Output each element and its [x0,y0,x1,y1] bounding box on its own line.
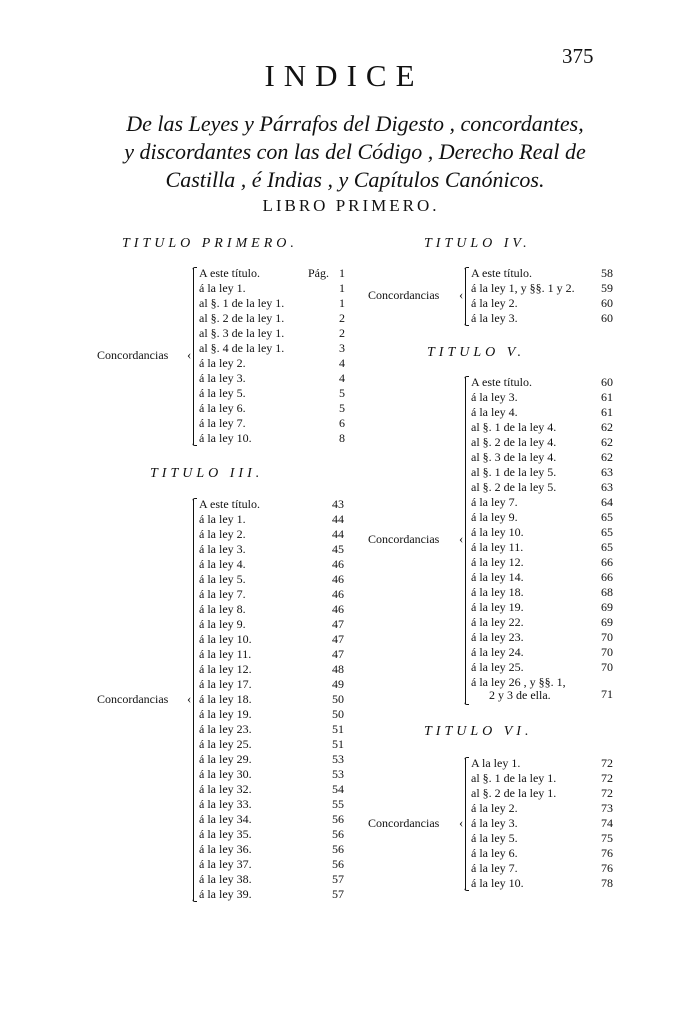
page-subtitle [60,110,650,194]
entry-text: á la ley 10. [471,876,524,890]
index-entry [199,602,344,617]
entry-page-number: 62 [601,450,613,464]
entry-page-number: 65 [601,510,613,524]
entry-text: á la ley 2. [199,527,246,541]
index-entry [471,801,613,816]
index-entry [471,645,613,660]
concordancias-label: Concordancias [368,288,440,302]
entry-text: á la ley 17. [199,677,252,691]
index-entry [199,542,344,557]
entry-text: A este título. [199,266,260,280]
entry-list [471,756,613,891]
entry-text: á la ley 18. [471,585,524,599]
brace-icon [465,268,466,325]
index-entry [199,812,344,827]
entry-text: A este título. [199,497,260,511]
entry-page-number: 66 [601,555,613,569]
index-entry [471,570,613,585]
entry-text: á la ley 10. [471,525,524,539]
entry-page-number: 51 [332,737,344,751]
index-entry [199,842,344,857]
entry-text: á la ley 36. [199,842,252,856]
entry-page-number: 1 [339,266,345,280]
index-entry [199,632,344,647]
entry-text: á la ley 10. [199,431,252,445]
entry-page-number: 3 [339,341,345,355]
index-entry [471,630,613,645]
index-entry [471,510,613,525]
entry-text: á la ley 3. [471,816,518,830]
entry-text: á la ley 4. [199,557,246,571]
entry-text: á la ley 37. [199,857,252,871]
brace-tip-icon: ‹ [187,347,192,362]
section-heading-titulo-iii: TITULO III. [150,466,264,481]
entry-text: á la ley 7. [471,495,518,509]
entry-text: al §. 3 de la ley 1. [199,326,285,340]
entry-text: á la ley 3. [199,371,246,385]
entry-page-number: 55 [332,797,344,811]
entry-page-number: 51 [332,722,344,736]
entry-text: al §. 2 de la ley 5. [471,480,557,494]
entry-page-number: 50 [332,692,344,706]
index-entry [199,752,344,767]
entry-page-number: 63 [601,465,613,479]
entry-page-number: 54 [332,782,344,796]
entry-page-number: 61 [601,390,613,404]
entry-page-number: 53 [332,767,344,781]
entry-page-number: 65 [601,540,613,554]
index-entry [199,311,345,326]
index-entry [199,887,344,902]
entry-page-number: 2 [339,326,345,340]
entry-text: al §. 1 de la ley 1. [471,771,557,785]
entry-page-number: 56 [332,827,344,841]
entry-page-number: 70 [601,660,613,674]
entry-page-number: 70 [601,645,613,659]
entry-page-number: 60 [601,311,613,325]
index-entry [199,386,345,401]
entry-text: á la ley 1, y §§. 1 y 2. [471,281,575,295]
entry-text: A la ley 1. [471,756,521,770]
entry-page-number: 64 [601,495,613,509]
index-entry [471,615,613,630]
entry-page-number: 60 [601,375,613,389]
entry-page-number: 71 [601,687,613,701]
entry-text: á la ley 24. [471,645,524,659]
entry-text: á la ley 25. [199,737,252,751]
entry-page-number: 69 [601,600,613,614]
entry-page-number: 47 [332,632,344,646]
entry-text-continued: 2 y 3 de ella. [489,688,551,702]
entry-text: á la ley 3. [471,390,518,404]
entry-text: á la ley 8. [199,602,246,616]
index-entry [471,480,613,495]
entry-page-number: 46 [332,587,344,601]
entry-text: al §. 2 de la ley 1. [199,311,285,325]
index-entry [199,872,344,887]
entry-page-number: 1 [339,281,345,295]
index-entry [471,675,613,705]
index-entry [471,435,613,450]
index-entry [471,756,613,771]
concordancias-label: Concordancias [368,532,440,546]
entry-page-number: 49 [332,677,344,691]
entry-page-number: 70 [601,630,613,644]
subtitle-line: De las Leyes y Párrafos del Digesto , concordantes, [126,111,584,136]
entry-text: al §. 1 de la ley 4. [471,420,557,434]
entry-page-number: 57 [332,872,344,886]
index-entry [199,767,344,782]
index-entry [199,827,344,842]
entry-text: A este título. [471,266,532,280]
entry-page-number: 56 [332,842,344,856]
index-entry [471,266,613,281]
index-entry [471,861,613,876]
index-entry [471,420,613,435]
index-entry [471,525,613,540]
entry-page-number: 72 [601,771,613,785]
entry-text: á la ley 7. [471,861,518,875]
entry-list [471,266,613,326]
entry-page-number: 76 [601,846,613,860]
entry-page-number: 47 [332,617,344,631]
brace-icon [465,377,466,704]
entry-text: al §. 2 de la ley 4. [471,435,557,449]
index-entry [199,527,344,542]
concordancias-label: Concordancias [97,348,169,362]
index-entry [199,692,344,707]
index-entry [199,572,344,587]
entry-page-number: 56 [332,812,344,826]
entry-text: á la ley 26 , y §§. 1, [471,675,566,689]
entry-page-number: 8 [339,431,345,445]
entry-text: á la ley 6. [199,401,246,415]
index-entry [199,722,344,737]
entry-page-number: 1 [339,296,345,310]
entry-text: á la ley 39. [199,887,252,901]
index-entry [199,857,344,872]
index-entry [199,356,345,371]
brace-tip-icon: ‹ [459,531,464,546]
entry-page-number: 73 [601,801,613,815]
index-entry [471,786,613,801]
entry-page-number: 75 [601,831,613,845]
brace-icon [193,499,194,901]
entry-page-number: 78 [601,876,613,890]
entry-text: á la ley 11. [471,540,524,554]
index-entry [471,281,613,296]
entry-text: á la ley 6. [471,846,518,860]
entry-text: á la ley 22. [471,615,524,629]
entry-page-number: 48 [332,662,344,676]
index-entry [471,465,613,480]
entry-page-number: 43 [332,497,344,511]
index-entry [471,876,613,891]
entry-text: á la ley 3. [471,311,518,325]
entry-page-number: 60 [601,296,613,310]
entry-text: á la ley 1. [199,281,246,295]
entry-page-number: 50 [332,707,344,721]
entry-text: á la ley 5. [471,831,518,845]
entry-page-number: 5 [339,401,345,415]
index-entry [471,660,613,675]
entry-page-number: 44 [332,527,344,541]
entry-list [199,266,345,446]
entry-page-number: 2 [339,311,345,325]
index-entry [199,371,345,386]
concordancias-label: Concordancias [97,691,169,706]
index-entry [471,375,613,390]
entry-page-number: 66 [601,570,613,584]
index-entry [471,296,613,311]
entry-text: á la ley 12. [199,662,252,676]
entry-list [471,375,613,705]
index-entry [471,450,613,465]
entry-page-number: 5 [339,386,345,400]
brace-icon [193,268,194,445]
entry-text: al §. 1 de la ley 1. [199,296,285,310]
index-entry [471,600,613,615]
entry-text: á la ley 7. [199,587,246,601]
index-entry [471,831,613,846]
index-entry [199,431,345,446]
page-title: INDICE [264,58,424,93]
entry-text: á la ley 5. [199,572,246,586]
entry-text: á la ley 23. [471,630,524,644]
entry-page-number: 45 [332,542,344,556]
pagina-label: Pág. [308,266,329,280]
subtitle-line: y discordantes con las del Código , Derecho Real de [124,139,586,164]
index-entry [199,497,344,512]
index-entry [199,401,345,416]
entry-text: al §. 2 de la ley 1. [471,786,557,800]
index-entry [471,846,613,861]
index-entry [471,585,613,600]
entry-page-number: 46 [332,572,344,586]
index-entry [199,617,344,632]
book-title: LIBRO PRIMERO. [262,196,440,215]
index-entry [471,540,613,555]
index-entry [199,281,345,296]
entry-text: á la ley 7. [199,416,246,430]
entry-text: á la ley 29. [199,752,252,766]
entry-text: á la ley 35. [199,827,252,841]
entry-page-number: 58 [601,266,613,280]
entry-text: á la ley 2. [199,356,246,370]
entry-list [199,497,344,902]
entry-page-number: 57 [332,887,344,901]
section-heading-titulo-vi: TITULO VI. [424,724,533,739]
entry-text: á la ley 14. [471,570,524,584]
entry-page-number: 62 [601,435,613,449]
entry-page-number: 61 [601,405,613,419]
entry-page-number: 47 [332,647,344,661]
index-entry [199,662,344,677]
entry-text: á la ley 25. [471,660,524,674]
index-entry [199,647,344,662]
entry-page-number: 53 [332,752,344,766]
entry-text: á la ley 23. [199,722,252,736]
entry-page-number: 4 [339,371,345,385]
index-entry [199,707,344,722]
index-entry [471,405,613,420]
entry-text: á la ley 3. [199,542,246,556]
entry-text: á la ley 32. [199,782,252,796]
index-entry [471,816,613,831]
section-heading-titulo-v: TITULO V. [427,345,525,360]
entry-text: al §. 4 de la ley 1. [199,341,285,355]
entry-page-number: 72 [601,786,613,800]
index-entry [471,555,613,570]
entry-page-number: 68 [601,585,613,599]
index-entry [199,296,345,311]
entry-page-number: 74 [601,816,613,830]
entry-page-number: 69 [601,615,613,629]
entry-page-number: 56 [332,857,344,871]
index-entry [199,512,344,527]
entry-text: á la ley 33. [199,797,252,811]
index-entry [471,311,613,326]
entry-text: á la ley 11. [199,647,252,661]
index-entry [199,557,344,572]
brace-tip-icon: ‹ [459,287,464,302]
entry-text: á la ley 2. [471,296,518,310]
entry-text: A este título. [471,375,532,389]
entry-page-number: 46 [332,602,344,616]
entry-text: á la ley 1. [199,512,246,526]
entry-page-number: 6 [339,416,345,430]
page-number: 375 [562,44,594,68]
index-entry [199,587,344,602]
entry-text: á la ley 30. [199,767,252,781]
entry-text: á la ley 2. [471,801,518,815]
entry-text: á la ley 19. [471,600,524,614]
index-entry [471,771,613,786]
entry-page-number: 63 [601,480,613,494]
index-entry [199,782,344,797]
index-entry [199,326,345,341]
entry-page-number: 72 [601,756,613,770]
entry-text: á la ley 18. [199,692,252,706]
brace-icon [465,758,466,890]
entry-text: á la ley 10. [199,632,252,646]
brace-tip-icon: ‹ [187,690,192,706]
index-entry [199,341,345,356]
entry-text: á la ley 9. [199,617,246,631]
index-entry [199,737,344,752]
index-entry [199,266,345,281]
entry-page-number: 65 [601,525,613,539]
index-entry [199,677,344,692]
subtitle-line: Castilla , é Indias , y Capítulos Canónicos. [165,167,545,192]
concordancias-label: Concordancias [368,815,440,830]
entry-text: á la ley 38. [199,872,252,886]
brace-tip-icon: ‹ [459,814,464,830]
entry-text: á la ley 12. [471,555,524,569]
entry-text: á la ley 19. [199,707,252,721]
entry-text: á la ley 5. [199,386,246,400]
entry-text: al §. 3 de la ley 4. [471,450,557,464]
entry-text: á la ley 4. [471,405,518,419]
section-heading-titulo-iv: TITULO IV. [424,236,531,251]
entry-page-number: 44 [332,512,344,526]
entry-page-number: 59 [601,281,613,295]
index-entry [199,416,345,431]
index-entry [471,495,613,510]
index-entry [471,390,613,405]
entry-text: al §. 1 de la ley 5. [471,465,557,479]
entry-page-number: 62 [601,420,613,434]
entry-text: á la ley 34. [199,812,252,826]
index-entry [199,797,344,812]
section-heading-titulo-primero: TITULO PRIMERO. [122,236,298,251]
entry-page-number: 76 [601,861,613,875]
entry-page-number: 46 [332,557,344,571]
entry-text: á la ley 9. [471,510,518,524]
entry-page-number: 4 [339,356,345,370]
